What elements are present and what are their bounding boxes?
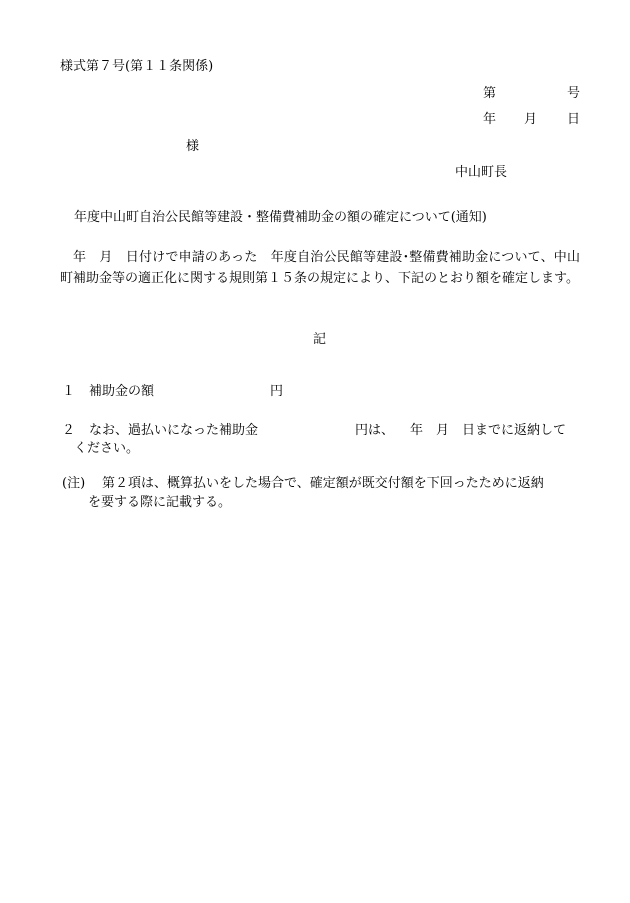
item-2-text-c: 年 月 日までに返納して [410,423,567,438]
doc-number-prefix: 第 [483,86,497,101]
item-2-text-d: ください。 [74,441,140,456]
date-year: 年 [483,112,497,127]
item-2-number: ２ [62,423,76,438]
date-month: 月 [524,112,538,127]
item-1-number: １ [62,384,76,399]
ki-heading: 記 [313,332,327,347]
sender-name: 中山町長 [455,165,508,180]
form-label: 様式第７号(第１１条関係) [60,59,214,74]
note-label: (注) [62,476,86,491]
note-line-2: を要する際に記載する。 [88,495,232,510]
item-2-text-b: 円は、 [355,423,395,438]
item-1-unit: 円 [270,384,284,399]
subject-title: 年度中山町自治公民館等建設・整備費補助金の額の確定について(通知) [74,210,487,225]
body-paragraph: 年 月 日付けで申請のあった 年度自治公民館等建設･整備費補助金について、中山町補助金等の適正化に関する規則第１５条の規定により、下記のとおり額を確定します。 [60,250,580,286]
item-1-label: 補助金の額 [89,384,155,399]
note-line-1: 第２項は、概算払いをした場合で、確定額が既交付額を下回ったために返納 [102,476,544,491]
addressee-suffix: 様 [186,139,200,154]
item-2-text-a: なお、過払いになった補助金 [89,423,259,438]
doc-number-suffix: 号 [567,86,581,101]
date-day: 日 [567,112,581,127]
